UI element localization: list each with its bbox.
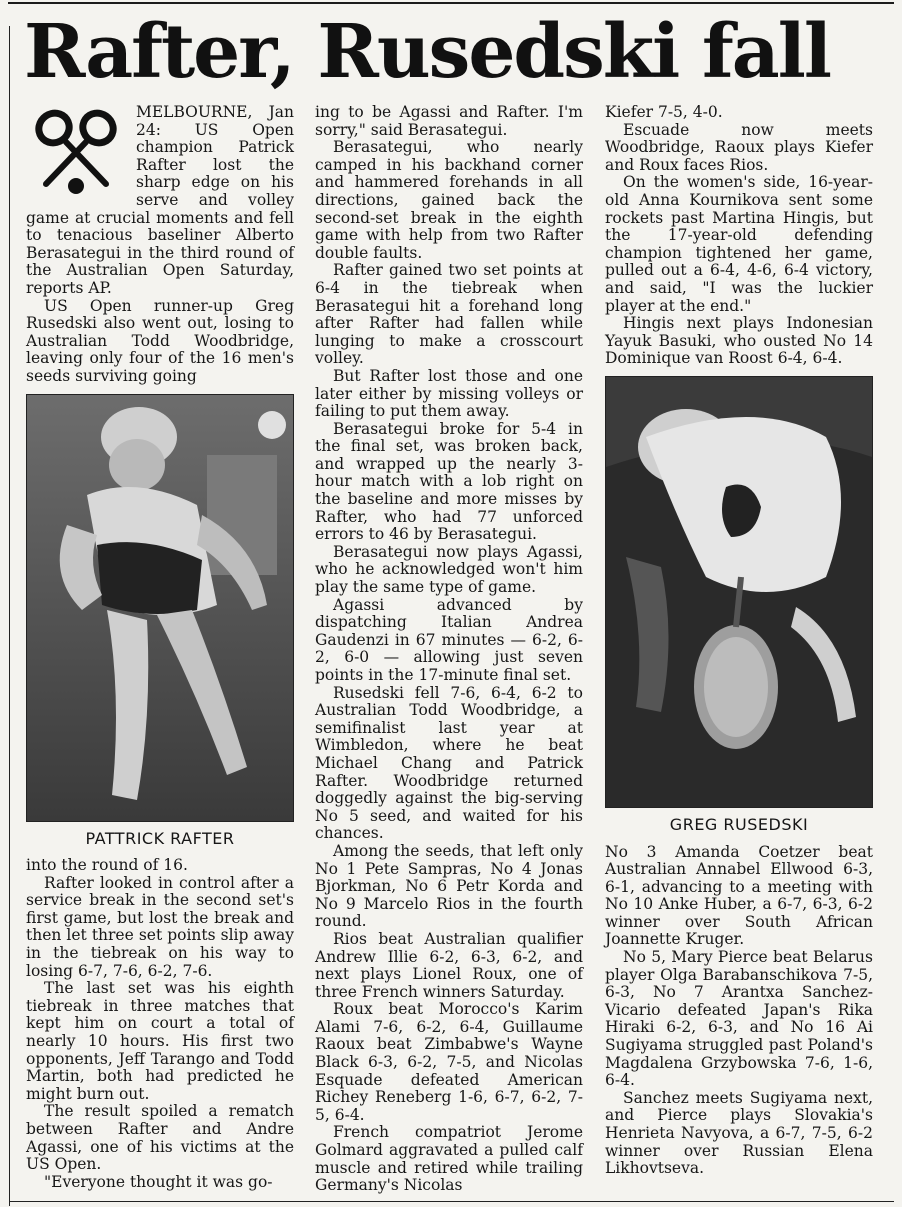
paragraph: Rusedski fell 7-6, 6-4, 6-2 to Australian Todd Woodbridge, a semifinalist last year at Wimbledon, where he beat Michael Chang and Patrick Rafter. Woodbridge returned doggedly against the big-serving No 5 seed, and waited for his chances. [315, 683, 583, 843]
paragraph: No 5, Mary Pierce beat Belarus player Olga Barabanschikova 7-5, 6-3, No 7 Arantxa Sanchez-Vicario defeated Japan's Rika Hiraki 6-2, 6-3, and No 16 Ai Sugiyama struggled past Poland's Magdalena Grzybowska 7-6, 1-6, 6-4. [605, 948, 873, 1090]
paragraph: Escuade now meets Woodbridge, Raoux plays Kiefer and Roux faces Rios. [605, 120, 873, 174]
paragraph: No 3 Amanda Coetzer beat Australian Annabel Ellwood 6-3, 6-1, advancing to a meeting with No 10 Anke Huber, a 6-7, 6-3, 6-2 winner over South African Joannette Kruger. [605, 842, 873, 949]
paragraph: Hingis next plays Indonesian Yayuk Basuki, who ousted No 14 Dominique van Roost 6-4, 6-4. [605, 314, 873, 368]
paragraph: But Rafter lost those and one later either by missing volleys or failing to put them away. [315, 366, 583, 421]
paragraph: Berasategui, who nearly camped in his backhand corner and hammered forehands in all directions, gained back the second-set break in the eighth game with help from two Rafter double faults. [315, 138, 583, 262]
crossed-tennis-rackets-icon [26, 104, 126, 196]
photo-caption: GREG RUSEDSKI [669, 814, 809, 834]
paragraph: The last set was his eighth tiebreak in three matches that kept him on court a total of nearly 10 hours. His first two opponents, Jeff Tarango and Todd Martin, both had predicted he might burn out. [26, 979, 294, 1103]
photo-caption: PATTRICK RAFTER [85, 828, 235, 848]
paragraph: Berasategui now plays Agassi, who he acknowledged won't him play the same type of game. [315, 542, 583, 597]
paragraph: US Open runner-up Greg Rusedski also went out, losing to Australian Todd Woodbridge, leaving only four of the 16 men's seeds surviving going [26, 296, 294, 385]
rafter-photo [26, 394, 294, 822]
paragraph: Sanchez meets Sugiyama next, and Pierce plays Slovakia's Henrieta Navyova, a 6-7, 7-5, 6-2 winner over Russian Elena Likhovtseva. [605, 1088, 873, 1178]
paragraph: Rafter looked in control after a service break in the second set's first game, but lost the break and then let three set points slip away in the tiebreak on his way to losing 6-7, 7-6, 6-2, 7-6. [26, 873, 294, 980]
paragraph: "Everyone thought it was go- [44, 1172, 273, 1191]
paragraph: Berasategui broke for 5-4 in the final set, was broken back, and wrapped up the nearly 3-hour match with a lob right on the baseline and more misses by Rafter, who had 77 unforced errors to 46 by Berasategui. [315, 419, 583, 544]
article-column-1 [26, 104, 294, 1191]
paragraph: Rios beat Australian qualifier Andrew Illie 6-2, 6-3, 6-2, and next plays Lionel Roux, one of three French winners Saturday. [315, 929, 583, 1001]
paragraph: French compatriot Jerome Golmard aggravated a pulled calf muscle and retired while trailing Germany's Nicolas [315, 1123, 583, 1195]
paragraph: Rafter gained two set points at 6-4 in the tiebreak when Berasategui hit a forehand long after Rafter had fallen while lunging to make a crosscourt volley. [315, 261, 583, 368]
paragraph: Kiefer 7-5, 4-0. [605, 103, 723, 121]
article-column-2 [315, 104, 583, 1195]
left-column-rule [9, 26, 10, 1206]
lead-paragraph: MELBOURNE, Jan 24: US Open champion Patrick Rafter lost the sharp edge on his serve and volley game at crucial moments and fell to tenacious baseliner Alberto Berasategui in the third round of the Australian Open Saturday, reports AP. [26, 103, 294, 297]
paragraph: Roux beat Morocco's Karim Alami 7-6, 6-2, 6-4, Guillaume Raoux beat Zimbabwe's Wayne Black 6-3, 6-2, 7-5, and Nicolas Esquade defeated American Richey Reneberg 1-6, 6-7, 6-2, 7-5, 6-4. [315, 1000, 583, 1124]
paragraph: Among the seeds, that left only No 1 Pete Sampras, No 4 Jonas Bjorkman, No 6 Petr Korda and No 9 Marcelo Rios in the fourth round. [315, 841, 583, 931]
article-column-3 [605, 104, 873, 1178]
paragraph: Agassi advanced by dispatching Italian Andrea Gaudenzi in 67 minutes — 6-2, 6-2, 6-0 — allowing just seven points in the 17-minute final set. [315, 595, 583, 684]
paragraph: The result spoiled a rematch between Rafter and Andre Agassi, one of his victims at the US Open. [26, 1102, 294, 1174]
rusedski-photo [605, 376, 873, 808]
bottom-rule [10, 1201, 894, 1202]
paragraph: ing to be Agassi and Rafter. I'm sorry," said Berasategui. [315, 103, 583, 139]
top-rule [8, 2, 894, 4]
paragraph: On the women's side, 16-year-old Anna Kournikova sent some rockets past Martina Hingis, but the 17-year-old defending champion tightened her game, pulled out a 6-4, 4-6, 6-4 victory, and said, "I was the luckier player at the end." [605, 173, 873, 315]
paragraph: into the round of 16. [26, 856, 188, 875]
headline: Rafter, Rusedski fall [24, 9, 830, 95]
